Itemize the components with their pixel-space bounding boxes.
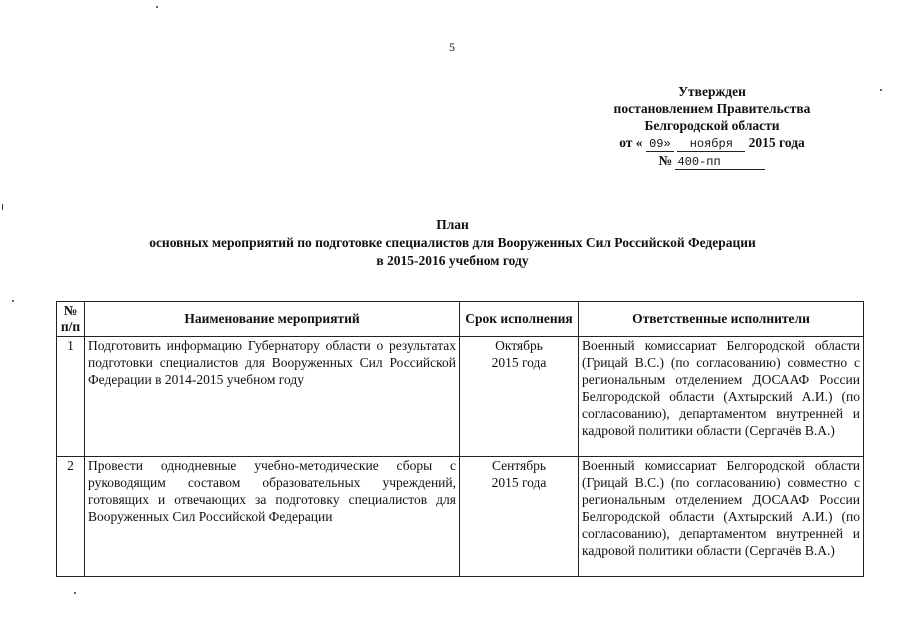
row-exec: Военный комиссариат Белгородской области (Грицай В.С.) (по согласованию) совместно с региональным отделением ДОСААФ России Белгородской области (Ахтырский А.И.) (по согласованию), департаментом внутренней и кадровой политики области (Сергачёв В.А.) bbox=[579, 337, 864, 457]
row-num: 2 bbox=[57, 457, 85, 577]
row-name: Подготовить информацию Губернатору области о результатах подготовки специалистов для Вооруженных Сил Российской Федерации в 2014-2015 учебном году bbox=[85, 337, 460, 457]
approval-date bbox=[596, 134, 828, 152]
table-row bbox=[57, 337, 864, 457]
row-num: 1 bbox=[57, 337, 85, 457]
approval-line-3: Белгородской области bbox=[644, 118, 780, 133]
approval-line-2: постановлением Правительства bbox=[613, 101, 811, 116]
header-term: Срок исполнения bbox=[460, 302, 579, 337]
approval-block bbox=[596, 83, 828, 170]
scan-speck bbox=[12, 300, 14, 302]
row-term-month: Сентябрь bbox=[491, 458, 547, 473]
title-line-2: основных мероприятий по подготовке специалистов для Вооруженных Сил Российской Федерации bbox=[149, 235, 756, 250]
row-term-year: 2015 года bbox=[491, 355, 547, 370]
approval-number bbox=[596, 152, 828, 170]
number-prefix: № bbox=[658, 153, 673, 168]
number-value: 400-пп bbox=[675, 156, 765, 170]
scan-speck bbox=[156, 6, 158, 8]
row-name: Провести однодневные учебно-методические сборы с руководящим составом образовательных учреждений, готовящих и отвечающих за подготовку специалистов для Вооруженных Сил Российской Федерации bbox=[85, 457, 460, 577]
date-prefix: от « bbox=[619, 135, 643, 150]
scan-speck bbox=[74, 592, 76, 594]
header-num: № п/п bbox=[57, 302, 85, 337]
row-term bbox=[460, 337, 579, 457]
table-row bbox=[57, 457, 864, 577]
row-term-year: 2015 года bbox=[491, 475, 547, 490]
date-month: ноября bbox=[677, 138, 745, 152]
title-line-1: План bbox=[436, 217, 469, 232]
approval-line-1: Утвержден bbox=[678, 84, 746, 99]
row-term bbox=[460, 457, 579, 577]
scan-speck bbox=[2, 204, 3, 210]
row-exec: Военный комиссариат Белгородской области (Грицай В.С.) (по согласованию) совместно с региональным отделением ДОСААФ России Белгородской области (Ахтырский А.И.) (по согласованию), департаментом внутренней и кадровой политики области (Сергачёв В.А.) bbox=[579, 457, 864, 577]
header-name: Наименование мероприятий bbox=[85, 302, 460, 337]
page-number: 5 bbox=[449, 40, 455, 54]
date-year: 2015 года bbox=[748, 135, 805, 150]
row-term-month: Октябрь bbox=[495, 338, 543, 353]
scan-speck bbox=[880, 89, 882, 91]
table-header-row bbox=[57, 302, 864, 337]
title-line-3: в 2015-2016 учебном году bbox=[376, 253, 529, 268]
document-title bbox=[0, 216, 905, 270]
header-exec: Ответственные исполнители bbox=[579, 302, 864, 337]
date-day: 09» bbox=[646, 138, 674, 152]
plan-table bbox=[56, 301, 864, 577]
